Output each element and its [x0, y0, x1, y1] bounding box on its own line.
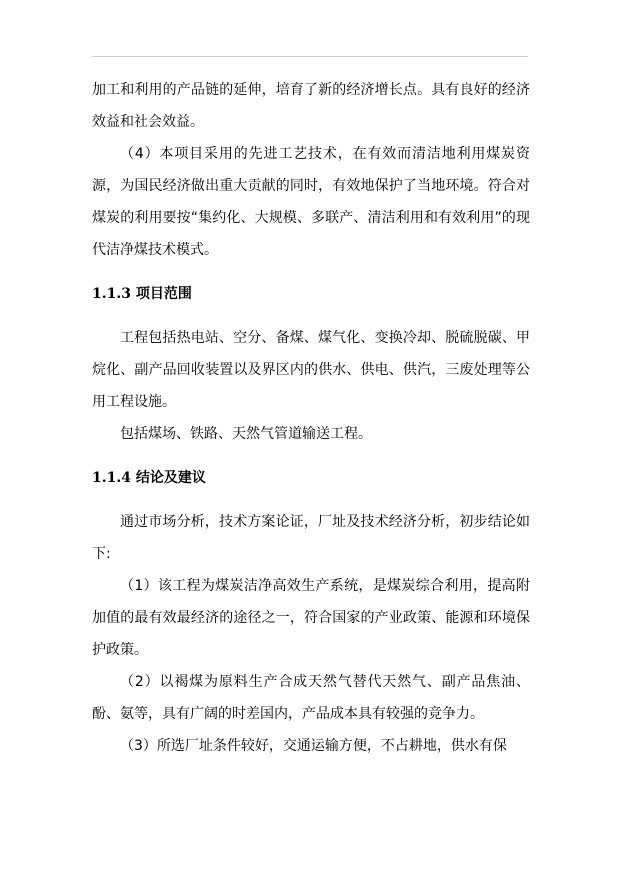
paragraph-conclusion-3: （3）所选厂址条件较好，交通运输方便，不占耕地，供水有保 — [120, 738, 507, 754]
paragraph-scope-transport: 包括煤场、铁路、天然气管道输送工程。 — [120, 426, 372, 442]
section-title: 项目范围 — [135, 286, 192, 302]
document-body — [92, 74, 530, 762]
paragraph-conclusion-2: （2）以褐煤为原料生产合成天然气替代天然气、副产品焦油、酚、氨等，具有广阔的时差国内，产品成本具有较强的竞争力。 — [92, 674, 530, 722]
paragraph-conclusion-intro: 通过市场分析，技术方案论证，厂址及技术经济分析，初步结论如下: — [92, 514, 530, 562]
paragraph-benefits: 加工和利用的产品链的延伸，培育了新的经济增长点。具有良好的经济效益和社会效益。 — [92, 82, 530, 130]
paragraph-conclusion-1: （1）该工程为煤炭洁净高效生产系统，是煤炭综合利用，提高附加值的最有效最经济的途径之一，符合国家的产业政策、能源和环境保护政策。 — [92, 578, 530, 658]
section-heading-project-scope — [92, 278, 530, 310]
paragraph-scope-facilities: 工程包括热电站、空分、备煤、煤气化、变换冷却、脱硫脱碳、甲烷化、副产品回收装置以及界区内的供水、供电、供汽，三废处理等公用工程设施。 — [92, 330, 530, 410]
paragraph-technology: （4）本项目采用的先进工艺技术，在有效而清洁地利用煤炭资源，为国民经济做出重大贡献的同时，有效地保护了当地环境。符合对煤炭的利用要按“集约化、大规模、多联产、清洁利用和有效利用”的现代洁净煤技术模式。 — [92, 146, 530, 258]
section-number: 1.1.4 — [92, 470, 131, 486]
section-number: 1.1.3 — [92, 286, 131, 302]
header-rule — [92, 56, 528, 57]
section-heading-conclusions — [92, 462, 530, 494]
section-title: 结论及建议 — [135, 470, 206, 486]
